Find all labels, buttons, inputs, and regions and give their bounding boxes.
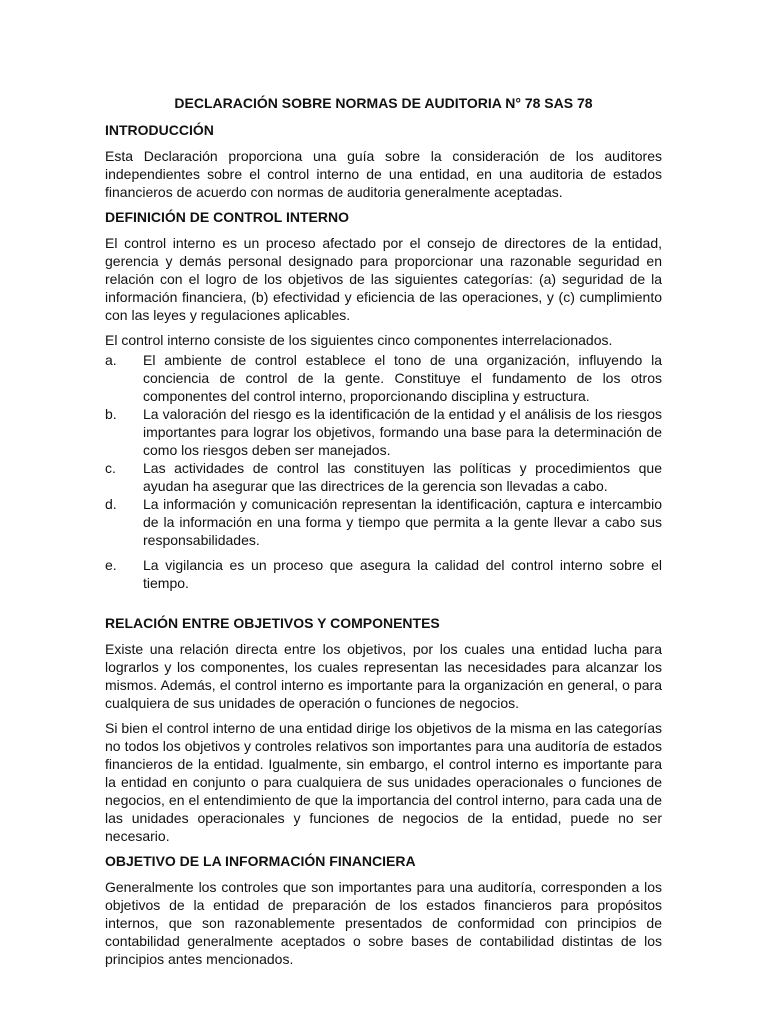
section-spacer	[105, 592, 662, 614]
list-item-text: La información y comunicación representan la identificación, captura e intercambio de la información en una forma y tiempo que permita a la gente llevar a cabo sus responsabilidades.	[143, 496, 662, 548]
relacion-paragraph-1: Existe una relación directa entre los objetivos, por los cuales una entidad lucha para lograrlos y los componentes, los cuales representan las necesidades para alcanzar los mismos. Además, el control interno es importante para la organización en general, o para cualquiera de sus unidades de operación o funciones de negocios.	[105, 641, 662, 711]
list-marker: d.	[105, 496, 117, 512]
definicion-paragraph-2: El control interno consiste de los siguientes cinco componentes interrelacionados.	[105, 332, 613, 348]
list-item-text: Las actividades de control las constituyen las políticas y procedimientos que ayudan ha asegurar que las directrices de la gerencia son llevadas a cabo.	[143, 460, 662, 494]
relacion-paragraph-2: Si bien el control interno de una entidad dirige los objetivos de la misma en las categorías no todos los objetivos y controles relativos son importantes para una auditoría de estados financieros de la entidad. Igualmente, sin embargo, el control interno es importante para la entidad en conjunto o para cualquiera de sus unidades operacionales o funciones de negocios, en el entendimiento de que la importancia del control interno, para cada una de las unidades operacionales y funciones de negocios de la entidad, puede no ser necesario.	[105, 720, 662, 844]
heading-relacion: RELACIÓN ENTRE OBJETIVOS Y COMPONENTES	[105, 615, 440, 631]
list-item-c	[105, 459, 662, 495]
list-item-text: La vigilancia es un proceso que asegura la calidad del control interno sobre el tiempo.	[143, 557, 662, 591]
heading-definicion: DEFINICIÓN DE CONTROL INTERNO	[105, 209, 349, 225]
definicion-paragraph-1: El control interno es un proceso afectado por el consejo de directores de la entidad, gerencia y demás personal designado para proporcionar una razonable seguridad en relación con el logro de los objetivos de las siguientes categorías: (a) seguridad de la información financiera, (b) efectividad y eficiencia de las operaciones, y (c) cumplimiento con las leyes y regulaciones aplicables.	[105, 235, 662, 323]
list-marker: b.	[105, 406, 117, 422]
list-marker: e.	[105, 557, 117, 573]
list-item-text: El ambiente de control establece el tono de una organización, influyendo la conciencia de control de la gente. Constituye el fundamento de los otros componentes del control interno, proporcionando disciplina y estructura.	[143, 352, 662, 404]
list-item-e	[105, 556, 662, 592]
list-marker: c.	[105, 460, 116, 476]
objetivo-paragraph: Generalmente los controles que son importantes para una auditoría, corresponden a los objetivos de la entidad de preparación de los estados financieros para propósitos internos, que son razonablemente presentados de conformidad con principios de contabilidad generalmente aceptados o sobre bases de contabilidad distintas de los principios antes mencionados.	[105, 879, 662, 967]
intro-paragraph: Esta Declaración proporciona una guía sobre la consideración de los auditores independientes sobre el control interno de una entidad, en una auditoria de estados financieros de acuerdo con normas de auditoria generalmente aceptadas.	[105, 148, 662, 200]
list-item-b	[105, 405, 662, 459]
list-item-a	[105, 351, 662, 405]
document-title: DECLARACIÓN SOBRE NORMAS DE AUDITORIA N° 78 SAS 78	[174, 95, 593, 111]
list-item-d	[105, 495, 662, 549]
document-page	[105, 94, 662, 975]
list-item-text: La valoración del riesgo es la identificación de la entidad y el análisis de los riesgos importantes para lograr los objetivos, formando una base para la determinación de como los riesgos deben ser manejados.	[143, 406, 662, 458]
components-list	[105, 351, 662, 592]
heading-objetivo: OBJETIVO DE LA INFORMACIÓN FINANCIERA	[105, 853, 416, 869]
heading-introduccion: INTRODUCCIÓN	[105, 122, 214, 138]
list-marker: a.	[105, 352, 117, 368]
